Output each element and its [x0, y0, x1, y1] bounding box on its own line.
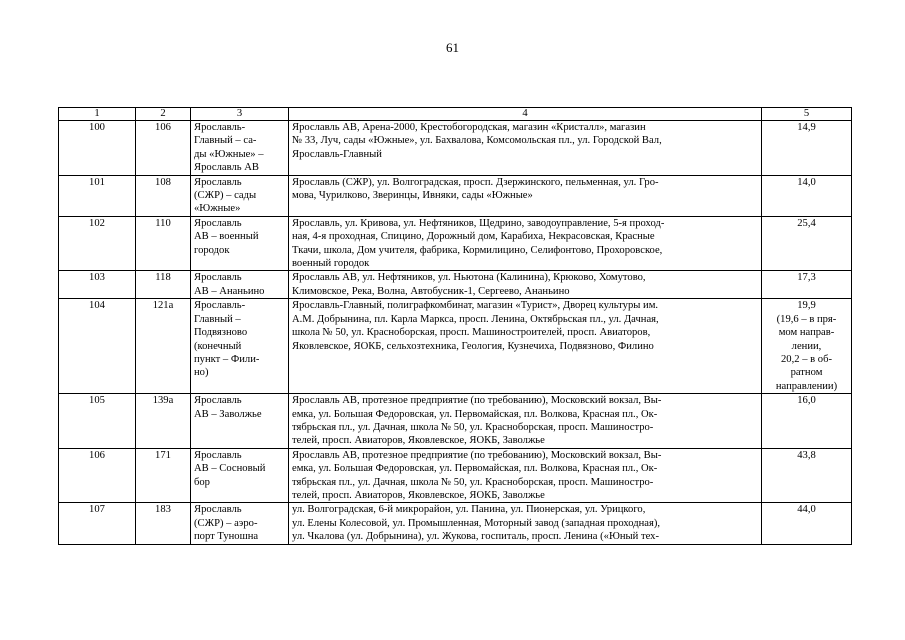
- route-name-line: но): [194, 367, 209, 379]
- row-number: 107: [59, 503, 136, 544]
- route-stops-line: ул. Волгоградская, 6-й микрорайон, ул. Панина, ул. Пионерская, ул. Урицкого,: [292, 504, 646, 516]
- route-name: [191, 503, 289, 544]
- table-row: [59, 503, 852, 544]
- column-header-1: 1: [59, 108, 136, 121]
- row-number: 103: [59, 271, 136, 299]
- route-stops: [289, 271, 762, 299]
- table-header: [59, 108, 852, 121]
- route-name-line: Главный –: [194, 313, 241, 325]
- route-length-line: 43,8: [797, 449, 816, 461]
- route-name: [191, 175, 289, 216]
- route-stops-line: Ярославль АВ, Арена-2000, Крестобогородская, магазин «Кристалл», магазин: [292, 122, 646, 133]
- column-header-2: 2: [136, 108, 191, 121]
- route-number: 121а: [136, 299, 191, 394]
- route-length-line: лении,: [791, 340, 822, 352]
- route-length-line: 16,0: [797, 395, 816, 407]
- route-name-line: Ярославль-: [194, 300, 246, 312]
- route-length-line: 25,4: [797, 217, 816, 229]
- route-name-line: Ярославль: [194, 272, 242, 284]
- route-stops-line: тябрьская пл., ул. Дачная, школа № 50, ул. Красноборская, просп. Машиностро-: [292, 476, 654, 488]
- table-row: [59, 121, 852, 176]
- route-number: 106: [136, 121, 191, 176]
- table-row: [59, 175, 852, 216]
- route-stops-line: Яковлевское, ЯОКБ, сельхозтехника, Геология, Кузнечиха, Подвязново, Филино: [292, 340, 654, 352]
- route-stops-line: военный городок: [292, 258, 370, 270]
- route-name-line: городок: [194, 244, 230, 256]
- route-number: 118: [136, 271, 191, 299]
- route-stops: [289, 216, 762, 271]
- route-number: 171: [136, 448, 191, 503]
- row-number: 105: [59, 394, 136, 449]
- route-stops: [289, 175, 762, 216]
- route-length-line: 17,3: [797, 272, 816, 284]
- route-stops-line: Климовское, Река, Волна, Автобусник-1, Сергеево, Ананьино: [292, 285, 570, 297]
- route-name-line: Подвязново: [194, 327, 248, 339]
- route-name: [191, 448, 289, 503]
- table-row: [59, 299, 852, 394]
- route-stops-line: мова, Чурилково, Зверинцы, Ивняки, сады «Южные»: [292, 190, 533, 202]
- route-length-line: направлении): [775, 380, 838, 392]
- route-name-line: Ярославль: [194, 176, 242, 188]
- route-name-line: Главный – са-: [194, 135, 257, 147]
- route-name-line: АВ – Сосновый: [194, 463, 266, 475]
- table-body: [59, 121, 852, 545]
- route-stops: [289, 448, 762, 503]
- column-header-3: 3: [191, 108, 289, 121]
- route-length-line: 14,0: [797, 176, 816, 188]
- route-name-line: Ярославль: [194, 217, 242, 229]
- route-stops: [289, 394, 762, 449]
- route-name-line: Ярославль-: [194, 122, 246, 133]
- route-length-line: ратном: [790, 367, 823, 379]
- route-name-line: «Южные»: [194, 203, 241, 215]
- page-number: 61: [446, 40, 459, 55]
- route-length: [762, 394, 852, 449]
- route-stops-line: ная, 4-я проходная, Спицино, Дорожный дом, Карабиха, Некрасовская, Красные: [292, 231, 655, 243]
- route-length-line: мом направ-: [778, 327, 835, 339]
- column-header-5: 5: [762, 108, 852, 121]
- route-name-line: пункт – Фили-: [194, 353, 260, 365]
- route-stops-line: емка, ул. Большая Федоровская, ул. Первомайская, пл. Волкова, Красная пл., Ок-: [292, 463, 658, 475]
- route-name-line: Ярославль АВ: [194, 162, 259, 174]
- route-stops-line: Ярославль-Главный, полиграфкомбинат, магазин «Турист», Дворец культуры им.: [292, 300, 659, 312]
- route-stops-line: телей, просп. Авиаторов, Яковлевское, ЯОКБ, Заволжье: [292, 489, 545, 501]
- route-stops-line: Ярославль АВ, ул. Нефтяников, ул. Ньютона (Калинина), Крюково, Хомутово,: [292, 272, 646, 284]
- route-stops-line: Ярославль АВ, протезное предприятие (по требованию), Московский вокзал, Вы-: [292, 395, 662, 407]
- route-name-line: (СЖР) – сады: [194, 190, 257, 202]
- column-header-4: 4: [289, 108, 762, 121]
- route-length-line: 14,9: [797, 122, 816, 133]
- row-number: 101: [59, 175, 136, 216]
- route-length: [762, 175, 852, 216]
- route-stops: [289, 503, 762, 544]
- route-stops-line: А.М. Добрынина, пл. Карла Маркса, просп. Ленина, Октябрьская пл., ул. Дачная,: [292, 313, 659, 325]
- route-name-line: АВ – Заволжье: [194, 408, 262, 420]
- route-length: [762, 216, 852, 271]
- row-number: 100: [59, 121, 136, 176]
- route-name-line: (СЖР) – аэро-: [194, 517, 258, 529]
- route-length: [762, 503, 852, 544]
- route-number: 139а: [136, 394, 191, 449]
- route-stops-line: ул. Чкалова (ул. Добрынина), ул. Жукова, госпиталь, просп. Ленина («Юный тех-: [292, 531, 659, 543]
- route-name-line: Ярославль: [194, 504, 242, 516]
- route-stops-line: Ярославль, ул. Кривова, ул. Нефтяников, Щедрино, заводоуправление, 5-я проход-: [292, 217, 665, 229]
- route-name: [191, 271, 289, 299]
- route-name-line: Ярославль: [194, 449, 242, 461]
- route-length-line: 19,9: [797, 300, 816, 312]
- table-row: [59, 448, 852, 503]
- route-name-line: бор: [194, 476, 210, 488]
- route-name: [191, 121, 289, 176]
- route-name-line: АВ – Ананьино: [194, 285, 265, 297]
- route-length: [762, 448, 852, 503]
- row-number: 104: [59, 299, 136, 394]
- route-number: 110: [136, 216, 191, 271]
- route-stops-line: Ярославль (СЖР), ул. Волгоградская, просп. Дзержинского, пельменная, ул. Гро-: [292, 176, 659, 188]
- route-length: [762, 121, 852, 176]
- route-stops: [289, 121, 762, 176]
- route-stops-line: тябрьская пл., ул. Дачная, школа № 50, ул. Красноборская, просп. Машиностро-: [292, 421, 654, 433]
- row-number: 106: [59, 448, 136, 503]
- route-stops-line: емка, ул. Большая Федоровская, ул. Первомайская, пл. Волкова, Красная пл., Ок-: [292, 408, 658, 420]
- route-stops-line: № 33, Луч, сады «Южные», ул. Бахвалова, Комсомольская пл., ул. Городской Вал,: [292, 135, 662, 147]
- route-stops-line: Ткачи, школа, Дом учителя, фабрика, Кормилицино, Селифонтово, Прохоровское,: [292, 244, 663, 256]
- route-length: [762, 299, 852, 394]
- routes-table: [58, 107, 852, 545]
- route-name-line: ды «Южные» –: [194, 148, 264, 160]
- route-length-line: 44,0: [797, 504, 816, 516]
- table-row: [59, 271, 852, 299]
- route-name-line: Ярославль: [194, 395, 242, 407]
- route-name-line: порт Туношна: [194, 531, 259, 543]
- route-stops-line: Ярославль АВ, протезное предприятие (по требованию), Московский вокзал, Вы-: [292, 449, 662, 461]
- route-length-line: 20,2 – в об-: [781, 353, 832, 365]
- route-name: [191, 394, 289, 449]
- route-name: [191, 216, 289, 271]
- route-stops-line: ул. Елены Колесовой, ул. Промышленная, Моторный завод (западная проходная),: [292, 517, 661, 529]
- table-row: [59, 216, 852, 271]
- route-name-line: (конечный: [194, 340, 242, 352]
- route-name: [191, 299, 289, 394]
- route-stops: [289, 299, 762, 394]
- table-row: [59, 394, 852, 449]
- route-stops-line: телей, просп. Авиаторов, Яковлевское, ЯОКБ, Заволжье: [292, 435, 545, 447]
- row-number: 102: [59, 216, 136, 271]
- route-length-line: (19,6 – в пря-: [776, 313, 837, 325]
- route-length: [762, 271, 852, 299]
- route-stops-line: Ярославль-Главный: [292, 148, 382, 160]
- route-number: 183: [136, 503, 191, 544]
- header-row: [59, 108, 852, 121]
- route-number: 108: [136, 175, 191, 216]
- route-name-line: АВ – военный: [194, 231, 259, 243]
- route-stops-line: школа № 50, ул. Красноборская, просп. Машиностроителей, просп. Авиаторов,: [292, 327, 651, 339]
